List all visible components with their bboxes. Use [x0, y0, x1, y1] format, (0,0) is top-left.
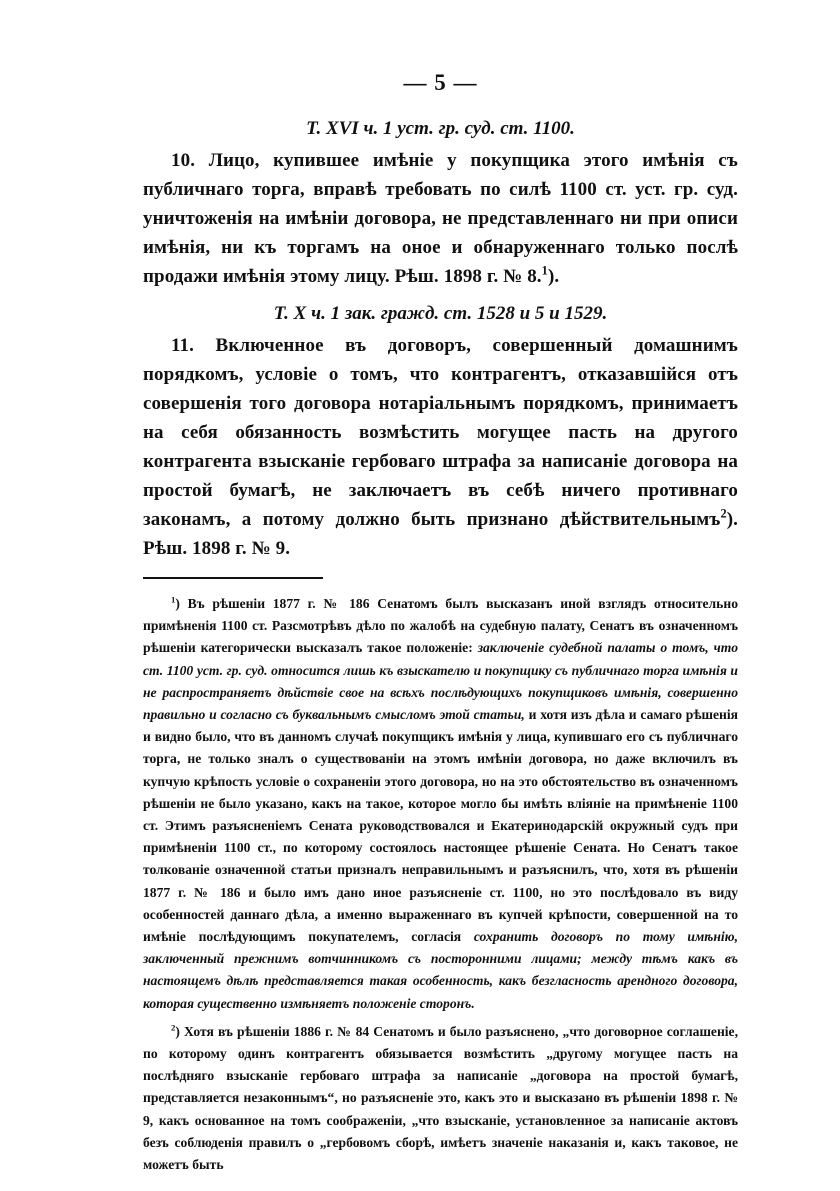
section-heading: Т. X ч. 1 зак. гражд. ст. 1528 и 5 и 1529. [273, 303, 608, 324]
section-10 [143, 118, 738, 291]
footnote-marker: 1 [171, 594, 176, 605]
section-paragraph: 11. Включенное въ договоръ, совершенный домашнимъ порядкомъ, условіе о томъ, что контрагентъ, отказавшійся отъ совершенія того договора нотаріальнымъ порядкомъ, принимаетъ на себя обязанность возмѣстить могущее пасть на другого контрагента взысканіе гербоваго штрафа за написаніе договора на простой бумагѣ, не заключаетъ въ себѣ ничего противнаго законамъ, а потому должно быть признано дѣйствительнымъ$^2$). Рѣш. 1898 г. № 9. [143, 335, 738, 559]
footnote-divider [143, 577, 323, 579]
document-page [143, 70, 738, 1176]
footnote-ref[interactable]: 1 [541, 263, 548, 278]
footnote-ref[interactable]: 2 [720, 506, 727, 521]
section-11 [143, 303, 738, 563]
footnote-marker: 2 [171, 1022, 176, 1033]
section-paragraph: 10. Лицо, купившее имѣніе у покупщика этого имѣнія съ публичнаго торга, вправѣ требовать по силѣ 1100 ст. уст. гр. суд. уничтоженія на имѣніи договора, не представленнаго ни при описи имѣнія, ни къ торгамъ на оное и обнаруженнаго только послѣ продажи имѣнія этому лицу. Рѣш. 1898 г. № 8.$^1$). [143, 150, 738, 287]
footnote-1: $^1$) Въ рѣшеніи 1877 г. № 186 Сенатомъ былъ высказанъ иной взглядъ относительно примѣненія 1100 ст. Разсмотрѣвъ дѣло по жалобѣ на судебную палату, Сенатъ въ означенномъ рѣшеніи категорически высказалъ такое положеніе: заключеніе судебной палаты о томъ, что ст. 1100 уст. гр. суд. относится лишь къ взыскателю и покупщику съ публичнаго торга имѣнія и не распространяетъ дѣйствіе свое на всѣхъ послѣдующихъ покупщиковъ имѣнія, совершенно правильно и согласно съ буквальнымъ смысломъ этой статьи, и хотя изъ дѣла и самаго рѣшенія и видно было, что въ данномъ случаѣ покупщикъ имѣнія у лица, купившаго его съ публичнаго торга, не только зналъ о существованіи на этомъ имѣніи договора, но даже включилъ въ купчую крѣпость условіе о сохраненіи этого договора, но на это обстоятельство въ означенномъ рѣшеніи не было указано, какъ на такое, которое могло бы имѣть вліяніе на примѣненіе 1100 ст. Этимъ разъясненіемъ Сената руководствовался и Екатеринодарскій окружный судъ при примѣненіи 1100 ст., по которому состоялось настоящее рѣшеніе Сената. Но Сенатъ такое толкованіе означенной статьи призналъ неправильнымъ и разъяснилъ, что, хотя въ рѣшеніи 1877 г. № 186 и было имъ дано иное разъясненіе ст. 1100, но это послѣдовало въ виду особенностей даннаго дѣла, а именно выраженнаго въ купчей крѣпости, совершенной на то имѣніе послѣдующимъ покупателемъ, согласія сохранить договоръ по тому имѣнію, заключенный прежнимъ вотчинникомъ съ посторонними лицами; между тѣмъ какъ въ настоящемъ дѣлѣ представляется такая особенность, какъ безгласность арендного договора, которая существенно измѣняетъ положеніе сторонъ. [143, 594, 738, 1011]
page-number: — 5 — [403, 70, 478, 95]
footnote-2: $^2$) Хотя въ рѣшеніи 1886 г. № 84 Сенатомъ и было разъяснено, „что договорное соглашеніе, по которому одинъ контрагентъ обязывается возмѣстить „другому могущее пасть на послѣдняго взысканіе гербоваго штрафа за написаніе „договора на простой бумагѣ, представляется незаконнымъ“, но разъясненіе это, какъ это и высказано въ рѣшеніи 1898 г. № 9, какъ основанное на томъ соображеніи, „что взысканіе, установленное за написаніе актовъ безъ соблюденія правилъ о „гербовомъ сборѣ, имѣетъ значеніе наказанія и, какъ таковое, не можетъ быть [143, 1022, 738, 1173]
section-heading: Т. XVI ч. 1 уст. гр. суд. ст. 1100. [306, 118, 575, 139]
